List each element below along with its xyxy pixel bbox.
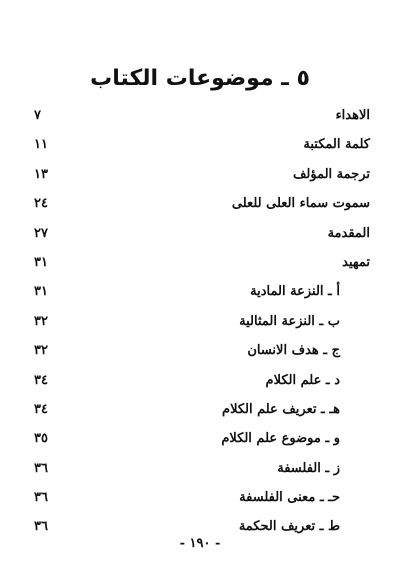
table-of-contents (28, 104, 378, 545)
toc-entry-page: ١٣ (34, 166, 48, 182)
toc-subentry-philosophy-meaning (28, 486, 378, 515)
toc-entry-label: حـ ـ معنى الفلسفة (239, 490, 340, 506)
toc-entry-label: ط ـ تعريف الحكمة (238, 519, 340, 535)
toc-entry-preface (28, 251, 378, 280)
toc-entry-page: ٣٤ (34, 372, 48, 388)
toc-subentry-materialism (28, 280, 378, 309)
toc-subentry-kalam-definition (28, 398, 378, 427)
toc-entry-poem (28, 192, 378, 221)
page-number: - ١٩٠ - (179, 536, 221, 551)
page-title: ٥ ـ موضوعات الكتاب (90, 66, 310, 91)
toc-entry-label: هـ ـ تعريف علم الكلام (222, 401, 340, 417)
toc-entry-page: ٣٤ (34, 401, 48, 417)
toc-entry-page: ٣٦ (34, 490, 48, 506)
toc-entry-page: ٣١ (34, 284, 48, 300)
toc-entry-author-biography (28, 163, 378, 192)
toc-entry-page: ٧ (34, 108, 41, 123)
toc-entry-label: ترجمة المؤلف (292, 166, 370, 182)
toc-entry-label: تمهيد (342, 254, 370, 270)
toc-entry-page: ٣٥ (34, 431, 48, 447)
toc-subentry-human-goal (28, 339, 378, 368)
toc-entry-page: ٢٤ (34, 196, 48, 212)
toc-entry-label: كلمة المكتبة (303, 137, 370, 153)
toc-entry-page: ٣٦ (34, 460, 48, 476)
toc-entry-dedication (28, 104, 378, 133)
toc-entry-label: الاهداء (335, 108, 370, 123)
toc-entry-page: ٣١ (34, 254, 48, 270)
toc-entry-introduction (28, 222, 378, 251)
toc-entry-page: ٣٢ (34, 343, 48, 359)
toc-subentry-kalam (28, 369, 378, 398)
toc-entry-label: أ ـ النزعة المادية (250, 284, 340, 300)
toc-entry-label: و ـ موضوع علم الكلام (221, 431, 340, 447)
toc-entry-label: ج ـ هدف الانسان (247, 343, 340, 359)
toc-subentry-kalam-subject (28, 427, 378, 456)
toc-entry-page: ٣٦ (34, 519, 48, 535)
toc-entry-label: سموت سماء العلى للعلى (231, 196, 370, 212)
toc-entry-page: ٣٢ (34, 313, 48, 329)
toc-entry-page: ٢٧ (34, 225, 48, 241)
toc-entry-label: المقدمة (327, 225, 370, 241)
toc-entry-label: د ـ علم الكلام (265, 372, 340, 388)
toc-subentry-idealism (28, 310, 378, 339)
toc-subentry-philosophy (28, 457, 378, 486)
toc-entry-library-word (28, 133, 378, 162)
toc-entry-label: ز ـ الفلسفة (277, 460, 340, 476)
toc-entry-label: ب ـ النزعة المثالية (239, 313, 340, 329)
toc-entry-page: ١١ (34, 137, 48, 153)
